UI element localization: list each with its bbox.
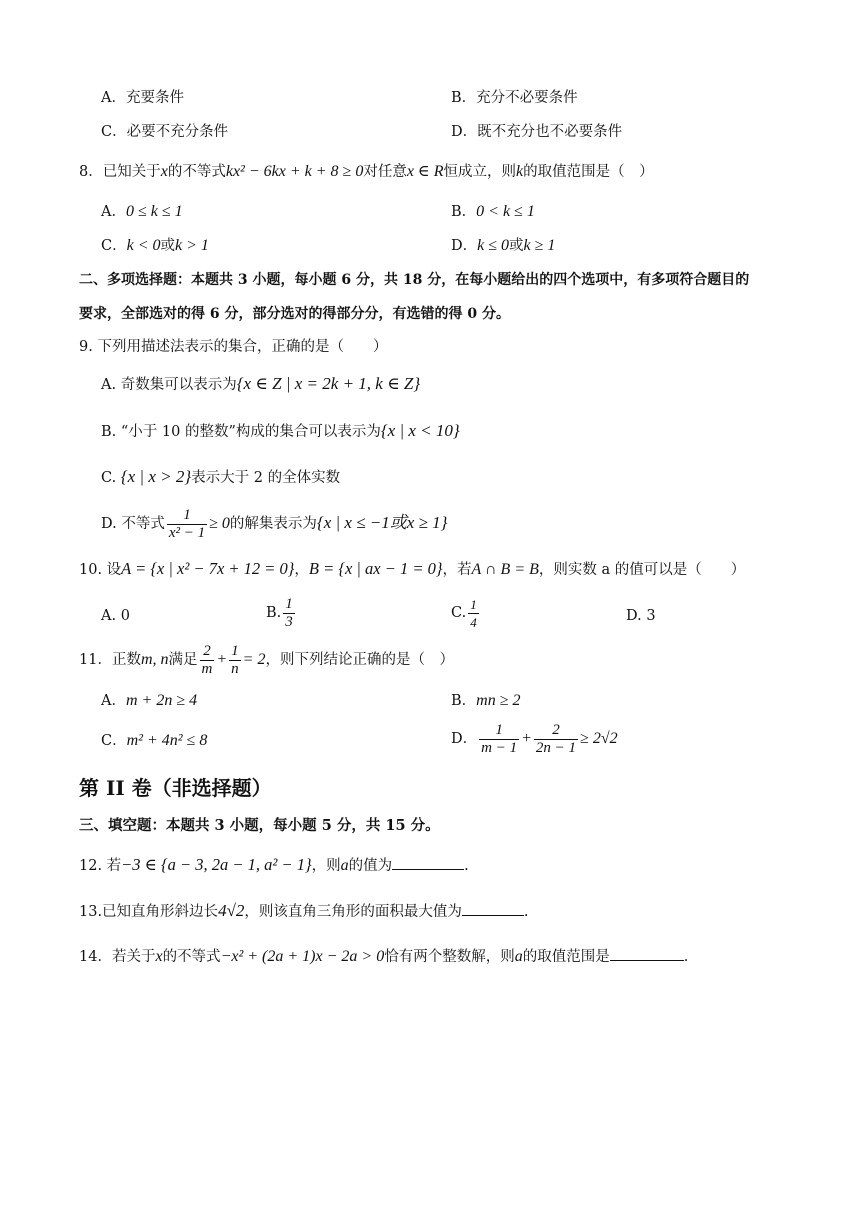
- section2-header-line2: 要求，全部选对的得 6 分，部分选对的得部分分，有选错的得 0 分。: [79, 306, 510, 322]
- q10-option-c: C. $\frac{1}{4}$: [451, 596, 477, 630]
- q9-option-d: D. 不等式 $\frac{1}{\text{x² − 1}}$ ≥ 0的解集表示为{x | x ≤ −1或x ≥ 1}: [101, 506, 448, 541]
- q11-d-fraction-1: $\frac{1}{m - 1}$: [481, 721, 518, 756]
- q9-option-b: B. “小于 10 的整数”构成的集合可以表示为{x | x < 10}: [101, 421, 460, 440]
- q11-fraction-1: $\frac{2}{m}$: [201, 642, 213, 677]
- q9-option-c: C. {x | x > 2}表示大于 2 的全体实数: [101, 467, 341, 486]
- q8-option-b: B．0 < k ≤ 1: [451, 203, 535, 220]
- q13-answer-blank[interactable]: [462, 901, 524, 916]
- q10-option-b: B. $\frac{1}{3}$: [266, 595, 293, 630]
- q10-option-a: A. 0: [101, 608, 130, 624]
- q10-stem: 10. 设A = {x | x² − 7x + 12 = 0}，B = {x | ax − 1 = 0}，若A ∩ B = B，则实数 a 的值可以是（ ）: [79, 559, 746, 578]
- q11-option-b: B．mn ≥ 2: [451, 692, 521, 709]
- section2-header-line1: 二、多项选择题：本题共 3 小题，每小题 6 分，共 18 分，在每小题给出的四个选项中，有多项符合题目的: [79, 272, 750, 288]
- q7-option-c: C．必要不充分条件: [101, 124, 229, 140]
- q8-option-c: C．k < 0或k > 1: [101, 237, 209, 254]
- q8-option-a: A．0 ≤ k ≤ 1: [101, 203, 183, 220]
- q11-stem: 11．正数m, n满足 $\frac{2}{m}$ + $\frac{1}{n}$ = 2，则下列结论正确的是（ ）: [79, 642, 454, 677]
- q12-answer-blank[interactable]: [392, 855, 464, 870]
- q9-option-a: A. 奇数集可以表示为{x ∈ Z | x = 2k + 1, k ∈ Z}: [101, 374, 421, 393]
- q7-option-b: B．充分不必要条件: [451, 90, 578, 106]
- q11-d-fraction-2: $\frac{2}{2n - 1}$: [535, 721, 577, 756]
- q7-option-a: A．充要条件: [101, 90, 184, 106]
- q11-option-a: A．m + 2n ≥ 4: [101, 692, 198, 709]
- q14-answer-blank[interactable]: [610, 946, 684, 961]
- q9-stem: 9. 下列用描述法表示的集合，正确的是（ ）: [79, 339, 388, 355]
- part2-title: 第 II 卷（非选择题）: [79, 776, 272, 800]
- q10-b-fraction: $\frac{1}{3}$: [285, 595, 293, 630]
- q8-stem: 8．已知关于x的不等式kx² − 6kx + k + 8 ≥ 0对任意x ∈ R恒成立，则k的取值范围是（ ）: [79, 163, 654, 180]
- q14: 14．若关于x的不等式−x² + (2a + 1)x − 2a > 0恰有两个整数解，则a的取值范围是 .: [79, 948, 689, 965]
- q11-option-d: D． $\frac{1}{m - 1}$ + $\frac{2}{2n - 1}$ ≥ 2√2: [451, 721, 618, 756]
- section3-header: 三、填空题：本题共 3 小题，每小题 5 分，共 15 分。: [79, 817, 440, 834]
- q11-option-c: C．m² + 4n² ≤ 8: [101, 732, 208, 749]
- q7-option-d: D．既不充分也不必要条件: [451, 124, 623, 140]
- q8-option-d: D．k ≤ 0或k ≥ 1: [451, 237, 556, 254]
- q13: 13.已知直角形斜边长4√2，则该直角三角形的面积最大值为 .: [79, 901, 529, 920]
- q10-option-d: D. 3: [626, 608, 656, 624]
- q12: 12. 若−3 ∈ {a − 3, 2a − 1, a² − 1}，则a的值为 .: [79, 855, 469, 874]
- q9-d-fraction: $\frac{1}{\text{x² − 1}}$: [168, 506, 206, 541]
- q11-fraction-2: $\frac{1}{n}$: [231, 642, 239, 677]
- q10-c-fraction: $\frac{1}{4}$: [470, 596, 477, 630]
